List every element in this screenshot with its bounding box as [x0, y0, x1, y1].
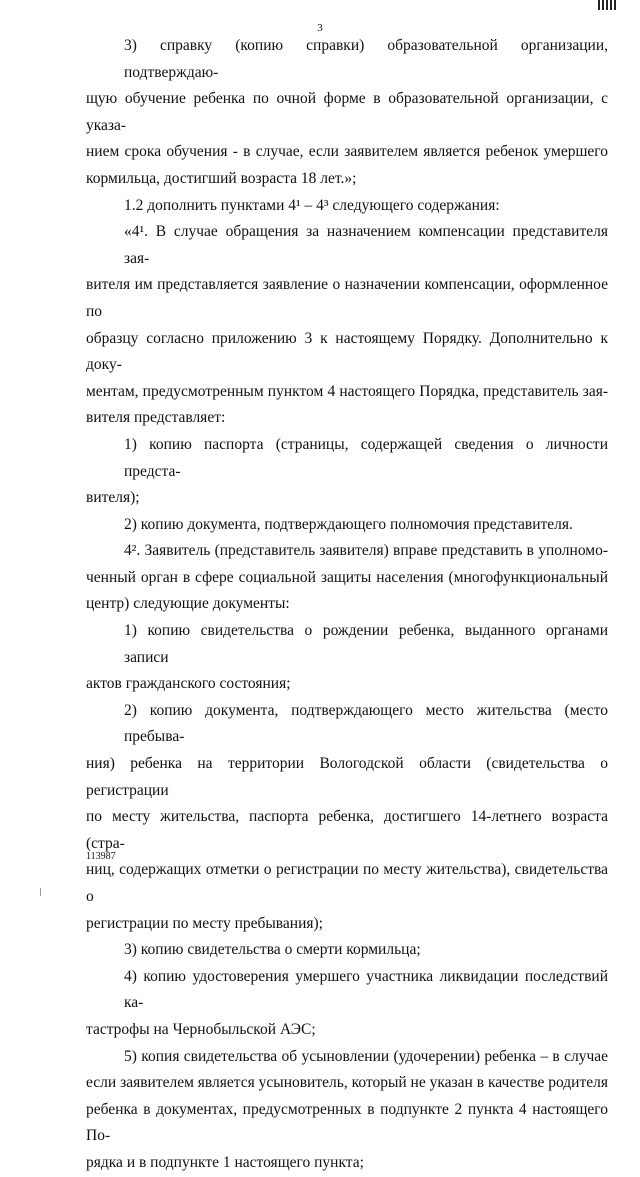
page-number: 3 — [317, 22, 323, 34]
text-line: ментам, предусмотренным пунктом 4 настоящего Порядка, представитель зая- — [86, 382, 608, 400]
text-line: 3) справку (копию справки) образовательной организации, подтверждаю- — [124, 37, 608, 81]
text-line: образцу согласно приложению 3 к настоящему Порядку. Дополнительно к доку- — [86, 329, 608, 374]
scan-margin-mark — [40, 888, 41, 896]
text-line: регистрации по месту пребывания); — [86, 914, 323, 932]
text-line: 1) копию свидетельства о рождении ребенка, выданного органами записи — [124, 622, 608, 666]
text-line: если заявителем является усыновитель, который не указан в качестве родителя — [86, 1074, 608, 1092]
text-line: щую обучение ребенка по очной форме в образовательной организации, с указа- — [86, 90, 608, 134]
paragraph — [86, 1044, 608, 1177]
text-line: вителя им представляется заявление о назначении компенсации, оформленное по — [86, 276, 608, 320]
paragraph — [86, 219, 608, 432]
text-line: вителя); — [86, 489, 140, 507]
paragraph — [86, 33, 608, 193]
text-line: 4) копию удостоверения умершего участника ликвидации последствий ка- — [124, 967, 608, 1012]
paragraph — [86, 512, 608, 539]
text-line: ния) ребенка на территории Вологодской области (свидетельства о регистрации — [86, 755, 608, 799]
text-line: ребенка в документах, предусмотренных в подпункте 2 пункта 4 настоящего По- — [86, 1100, 608, 1145]
paragraph — [86, 964, 608, 1044]
paragraph — [86, 193, 608, 220]
text-line: центр) следующие документы: — [86, 595, 290, 613]
paragraph — [86, 432, 608, 512]
document-body — [86, 33, 608, 1177]
text-line: тастрофы на Чернобыльской АЭС; — [86, 1020, 316, 1038]
paragraph — [86, 698, 608, 937]
document-code: 113987 — [86, 851, 116, 862]
text-line: 1.2 дополнить пунктами 4¹ – 4³ следующего содержания: — [124, 196, 500, 214]
text-line: ченный орган в сфере социальной защиты населения (многофункциональный — [86, 568, 608, 586]
text-line: 3) копию свидетельства о смерти кормильца; — [124, 941, 421, 959]
text-line: актов гражданского состояния; — [86, 675, 291, 693]
text-line: рядка и в подпункте 1 настоящего пункта; — [86, 1153, 364, 1171]
paragraph — [86, 937, 608, 964]
text-line: нием срока обучения - в случае, если заявителем является ребенок умершего — [86, 143, 608, 161]
text-line: 2) копию документа, подтверждающего место жительства (место пребыва- — [124, 701, 608, 746]
text-line: ниц, содержащих отметки о регистрации по месту жительства), свидетельства о — [86, 861, 608, 905]
text-line: 5) копия свидетельства об усыновлении (удочерении) ребенка – в случае — [124, 1047, 608, 1065]
text-line: 4². Заявитель (представитель заявителя) вправе представить в уполномо- — [124, 542, 608, 560]
paragraph — [86, 618, 608, 698]
scan-barcode-mark — [598, 0, 618, 10]
paragraph — [86, 538, 608, 618]
text-line: 1) копию паспорта (страницы, содержащей сведения о личности предста- — [124, 435, 608, 480]
text-line: «4¹. В случае обращения за назначением компенсации представителя зая- — [124, 223, 608, 267]
text-line: вителя представляет: — [86, 409, 226, 427]
text-line: по месту жительства, паспорта ребенка, достигшего 14-летнего возраста (стра- — [86, 808, 608, 852]
text-line: кормильца, достигший возраста 18 лет.»; — [86, 169, 357, 187]
text-line: 2) копию документа, подтверждающего полномочия представителя. — [124, 515, 573, 533]
